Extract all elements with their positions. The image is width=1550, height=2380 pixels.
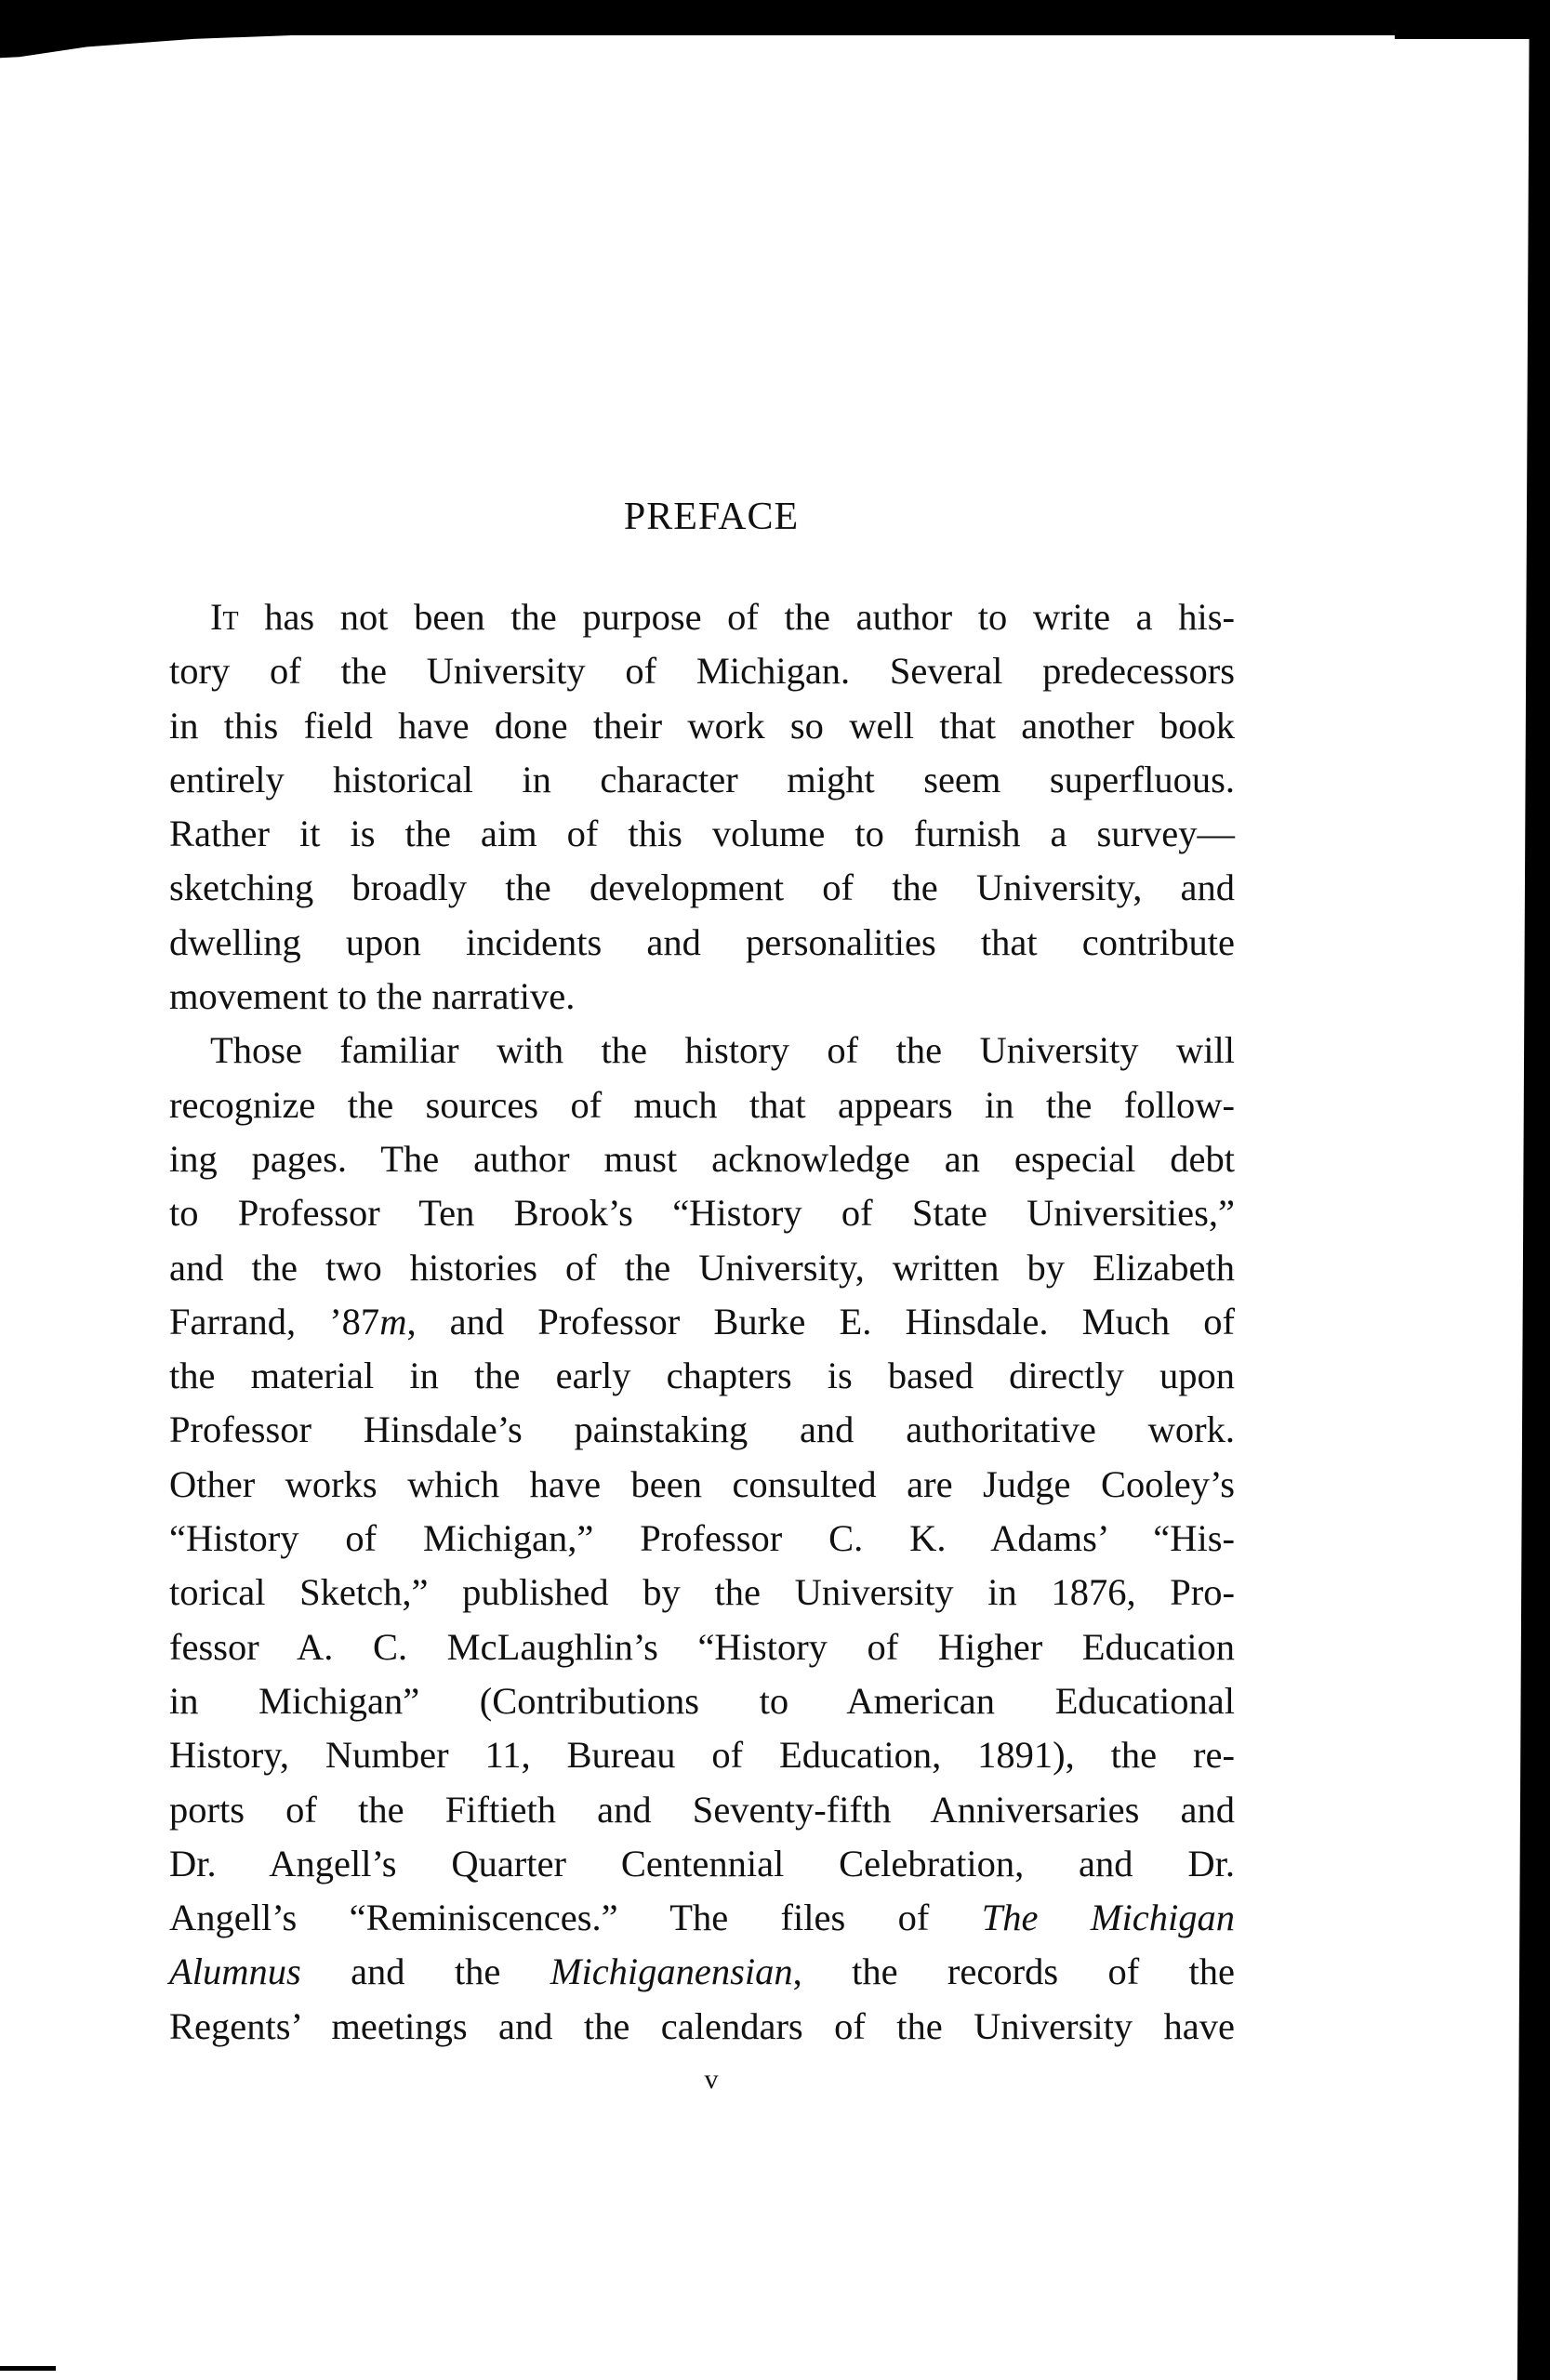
page-number: v xyxy=(704,2064,719,2095)
text-line: sketching broadly the development of the University, and xyxy=(169,866,1235,909)
text-line: Other works which have been consulted are Judge Cooley’s xyxy=(169,1462,1235,1505)
scan-border-right xyxy=(1516,0,1550,2380)
text-line: torical Sketch,” published by the University in 1876, Pro- xyxy=(169,1571,1235,1614)
text-line: History, Number 11, Bureau of Education, 1891), the re- xyxy=(169,1734,1235,1777)
line-text: Farrand, ’87 xyxy=(169,1300,380,1342)
text-line: Rather it is the aim of this volume to furnish a survey— xyxy=(169,813,1235,855)
italic-text: m xyxy=(379,1300,407,1342)
text-line: “History of Michigan,” Professor C. K. Adams’ “His- xyxy=(169,1517,1235,1560)
italic-text: The Michigan xyxy=(981,1897,1236,1939)
text-line: the material in the early chapters is based directly upon xyxy=(169,1355,1235,1397)
text-line: in Michigan” (Contributions to American Educational xyxy=(169,1679,1235,1722)
text-line xyxy=(169,590,1235,644)
italic-text: Michiganensian xyxy=(550,1950,793,1993)
text-line xyxy=(169,1891,1235,1945)
line-text: , and Professor Burke E. Hinsdale. Much of xyxy=(406,1300,1235,1342)
text-line: dwelling upon incidents and personalities that contribute xyxy=(169,920,1235,963)
text-line: recognize the sources of much that appears in the follow- xyxy=(169,1083,1235,1126)
text-line: Regents’ meetings and the calendars of the University have xyxy=(169,2004,1235,2047)
text-line: tory of the University of Michigan. Several predecessors xyxy=(169,650,1235,693)
text-line: fessor A. C. McLaughlin’s “History of Higher Education xyxy=(169,1625,1235,1668)
text-line xyxy=(169,1945,1235,1999)
body-text xyxy=(169,590,1235,2054)
text-line: ing pages. The author must acknowledge an especial debt xyxy=(169,1137,1235,1180)
scan-border-top-right xyxy=(1395,28,1550,39)
scan-border-top-shadow xyxy=(0,28,484,60)
text-line: and the two histories of the University, written by Elizabeth xyxy=(169,1246,1235,1289)
text-line xyxy=(169,1295,1235,1349)
italic-text: Alumnus xyxy=(169,1950,301,1993)
line-text: Angell’s “Reminiscences.” The files of xyxy=(169,1897,982,1939)
text-line: Dr. Angell’s Quarter Centennial Celebration, and Dr. xyxy=(169,1842,1235,1884)
line-text: has not been the purpose of the author to write a his- xyxy=(238,596,1235,638)
text-line: Professor Hinsdale’s painstaking and authoritative work. xyxy=(169,1408,1235,1451)
text-line: entirely historical in character might seem superfluous. xyxy=(169,758,1235,800)
text-line: to Professor Ten Brook’s “History of State Universities,” xyxy=(169,1192,1235,1235)
drop-word: It xyxy=(210,596,239,638)
text-line: movement to the narrative. xyxy=(169,975,576,1018)
page-title: PREFACE xyxy=(623,496,800,538)
scan-mark-bottom-left xyxy=(0,2366,56,2371)
text-line: Those familiar with the history of the University will xyxy=(210,1029,1235,1072)
line-text: and the xyxy=(300,1950,550,1993)
text-line: in this field have done their work so well that another book xyxy=(169,704,1235,747)
text-line: ports of the Fiftieth and Seventy-fifth Anniversaries and xyxy=(169,1788,1235,1831)
line-text: , the records of the xyxy=(792,1950,1235,1993)
